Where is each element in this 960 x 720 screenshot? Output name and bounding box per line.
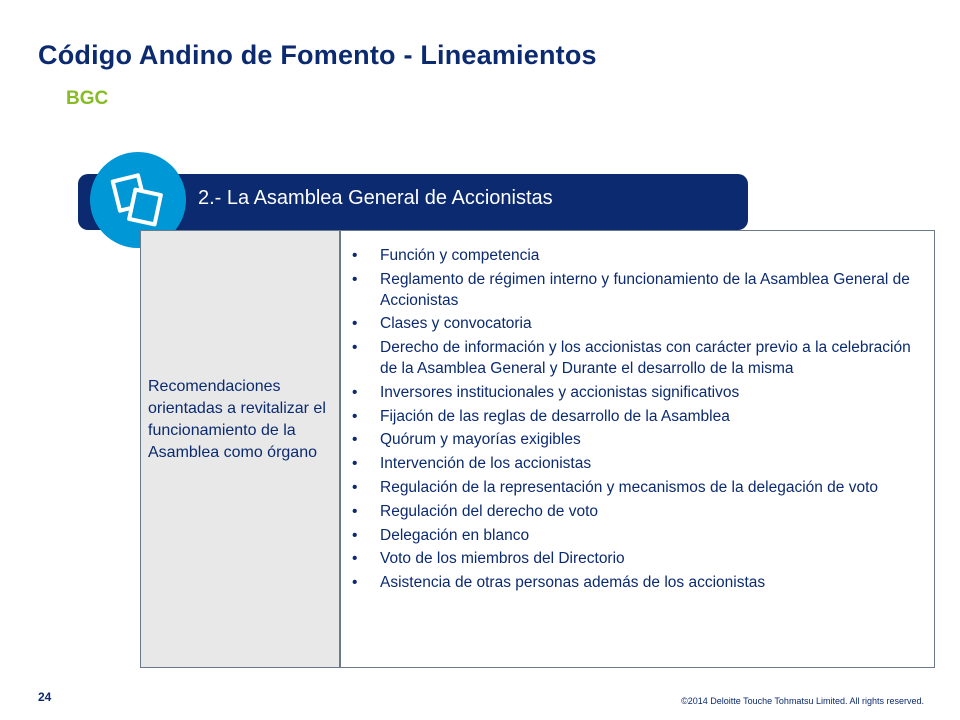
bullet-icon: • [352, 574, 358, 592]
list-item: • Delegación en blanco [350, 526, 928, 547]
bullet-icon: • [352, 315, 358, 333]
list-item: • Función y competencia [350, 246, 928, 267]
bullet-icon: • [352, 407, 358, 425]
page-number: 24 [38, 690, 52, 704]
list-item: • Reglamento de régimen interno y funcionamiento de la Asamblea General de Accionistas [352, 270, 910, 309]
list-item: • Regulación de la representación y mecanismos de la delegación de voto [350, 478, 928, 499]
recommendation-text: Recomendaciones orientadas a revitalizar el funcionamiento de la Asamblea como órgano [148, 378, 326, 461]
copyright-notice: ©2014 Deloitte Touche Tohmatsu Limited. All rights reserved. [681, 696, 924, 706]
slide-title: Código Andino de Fomento - Lineamientos [38, 40, 597, 70]
list-item: • Quórum y mayorías exigibles [350, 430, 928, 451]
bullet-icon: • [352, 478, 358, 496]
list-item: • Inversores institucionales y accionistas significativos [350, 383, 928, 404]
bullet-icon: • [352, 550, 358, 568]
list-item: • Voto de los miembros del Directorio [350, 549, 928, 570]
items-list [350, 246, 928, 597]
list-item: • Regulación del derecho de voto [350, 502, 928, 523]
list-item: • Clases y convocatoria [350, 314, 928, 335]
bullet-icon: • [352, 431, 358, 449]
bullet-icon: • [352, 339, 358, 357]
section-heading: 2.- La Asamblea General de Accionistas [198, 187, 553, 209]
bullet-icon: • [352, 455, 358, 473]
bullet-icon: • [352, 526, 358, 544]
list-item: • Derecho de información y los accionistas con carácter previo a la celebración de la Asamblea General y Durante el desarrollo de la misma [352, 339, 911, 377]
bullet-icon: • [352, 502, 358, 520]
slide-subtitle: BGC [66, 88, 109, 109]
bullet-icon: • [352, 247, 358, 264]
list-item: • Fijación de las reglas de desarrollo de la Asamblea [350, 407, 928, 428]
list-item: • Asistencia de otras personas además de los accionistas [350, 573, 928, 594]
bullet-icon: • [352, 270, 358, 288]
bullet-icon: • [352, 383, 358, 401]
list-item: • Intervención de los accionistas [350, 454, 928, 475]
